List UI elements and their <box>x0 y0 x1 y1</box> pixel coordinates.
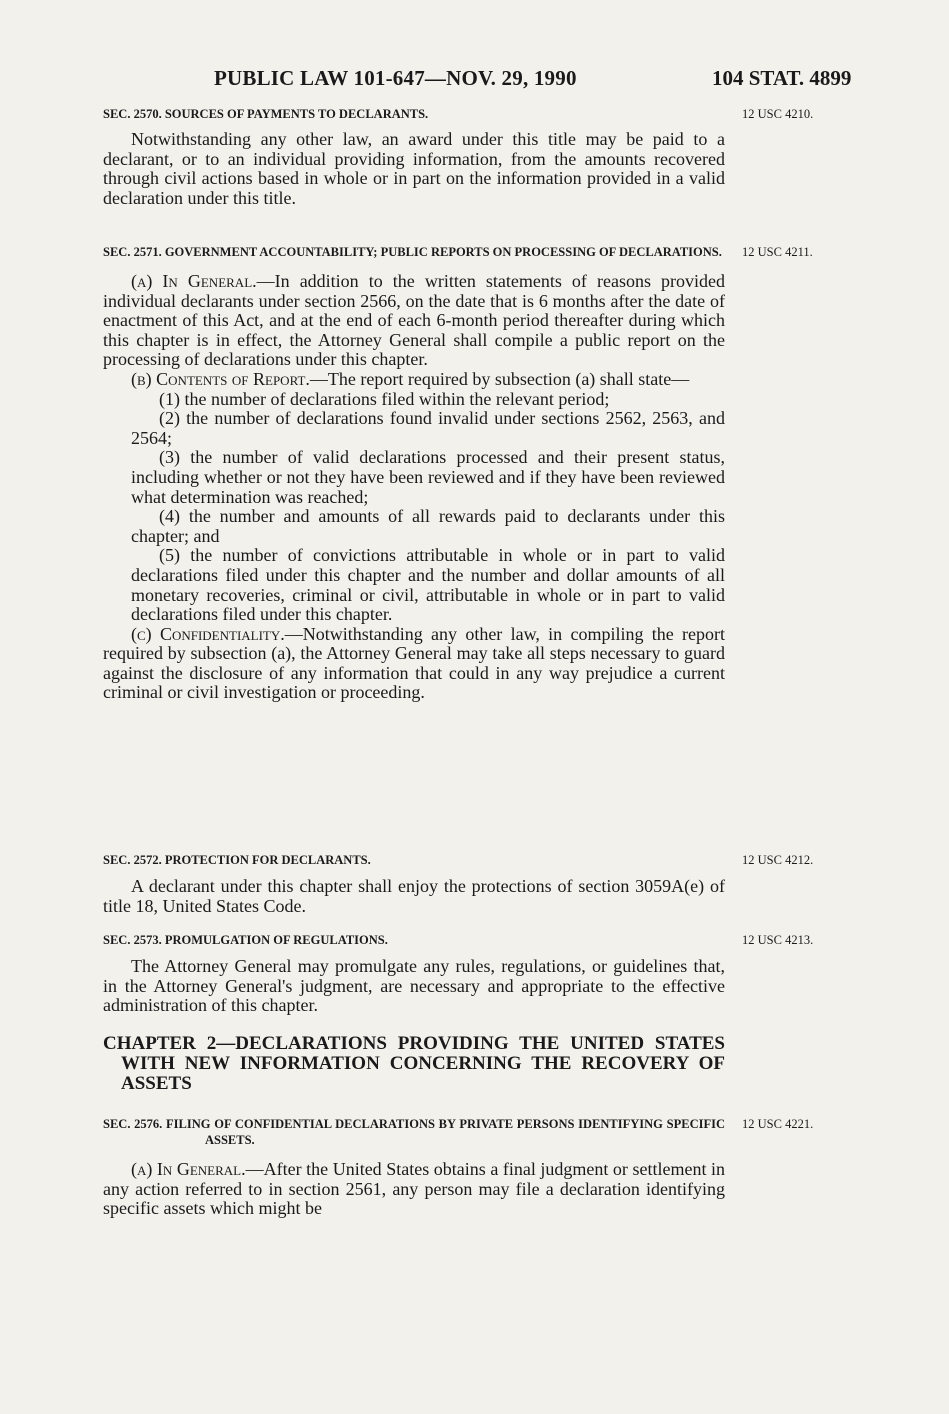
subsection-b-text: —The report required by subsection (a) shall state— <box>309 368 690 389</box>
margin-citation: 12 USC 4212. <box>742 853 814 867</box>
subsection-a <box>103 272 725 370</box>
chapter-title: CHAPTER 2—DECLARATIONS PROVIDING THE UNITED STATES WITH NEW INFORMATION CONCERNING THE RECOVERY OF ASSETS <box>103 1033 725 1094</box>
section-2571 <box>103 244 725 703</box>
list-item: (1) the number of declarations filed within the relevant period; <box>159 388 610 409</box>
section-heading: SEC. 2572. PROTECTION FOR DECLARANTS. <box>103 853 371 867</box>
section-2573 <box>103 932 725 1016</box>
margin-citation: 12 USC 4210. <box>742 107 814 121</box>
section-heading: SEC. 2573. PROMULGATION OF REGULATIONS. <box>103 933 388 947</box>
section-text: Notwithstanding any other law, an award under this title may be paid to a declarant, or to an individual providing information, from the amounts recovered through civil actions based in whole or in part on the information provided in a valid declaration under this title. <box>103 129 725 208</box>
list-item: (2) the number of declarations found invalid under sections 2562, 2563, and 2564; <box>131 408 725 448</box>
subsection-b-label: (b) Contents of Report. <box>131 368 310 389</box>
report-items-list <box>103 390 725 625</box>
margin-citation: 12 USC 4221. <box>742 1117 814 1131</box>
section-2572 <box>103 852 725 916</box>
section-text: The Attorney General may promulgate any rules, regulations, or guidelines that, in the Attorney General's judgment, are necessary and appropriate to the effective administration of this chapter. <box>103 956 725 1016</box>
subsection-c-label: (c) Confidentiality. <box>131 623 285 644</box>
subsection-b <box>103 370 725 390</box>
subsection-a-text: —After the United States obtains a final judgment or settlement in any action referred to in section 2561, any person may file a declaration identifying specific assets which might be <box>103 1159 725 1219</box>
subsection-a-label: (a) In General. <box>131 271 257 291</box>
chapter-2 <box>103 1034 725 1094</box>
subsection-a <box>103 1160 725 1219</box>
subsection-a-label: (a) In General. <box>131 1159 246 1179</box>
list-item: (3) the number of valid declarations processed and their present status, including whether or not they have been reviewed and if they have been reviewed what determination was reached; <box>131 447 725 507</box>
margin-citation: 12 USC 4213. <box>742 933 814 947</box>
section-heading: SEC. 2571. GOVERNMENT ACCOUNTABILITY; PUBLIC REPORTS ON PROCESSING OF DECLARATIONS. <box>103 245 722 259</box>
list-item: (5) the number of convictions attributable in whole or in part to valid declarations filed under this chapter and the number and dollar amounts of all monetary recoveries, criminal or civil, attributable in whole or in part to valid declarations filed under this chapter. <box>131 545 725 625</box>
statute-page-number: 104 STAT. 4899 <box>712 66 852 90</box>
subsection-a-text: —In addition to the written statements of reasons provided individual declarants under section 2566, on the date that is 6 months after the date of enactment of this Act, and at the end of each 6-month period thereafter during which this chapter is in effect, the Attorney General shall compile a public report on the processing of declarations under this chapter. <box>103 271 725 370</box>
subsection-c <box>103 625 725 703</box>
section-2576 <box>103 1116 725 1219</box>
margin-citation: 12 USC 4211. <box>742 245 813 259</box>
section-2570 <box>103 106 725 208</box>
section-heading: SEC. 2570. SOURCES OF PAYMENTS TO DECLARANTS. <box>103 107 429 121</box>
subsection-c-text: —Notwithstanding any other law, in compiling the report required by subsection (a), the Attorney General may take all steps necessary to guard against the disclosure of any information that could in any way prejudice a current criminal or civil investigation or proceeding. <box>103 623 725 703</box>
running-header-title: PUBLIC LAW 101-647—NOV. 29, 1990 <box>214 66 577 90</box>
section-text: A declarant under this chapter shall enjoy the protections of section 3059A(e) of title 18, United States Code. <box>103 876 725 916</box>
section-heading: SEC. 2576. FILING OF CONFIDENTIAL DECLARATIONS BY PRIVATE PERSONS IDENTIFYING SPECIFIC ASSETS. <box>103 1117 725 1147</box>
list-item: (4) the number and amounts of all rewards paid to declarants under this chapter; and <box>131 506 725 546</box>
